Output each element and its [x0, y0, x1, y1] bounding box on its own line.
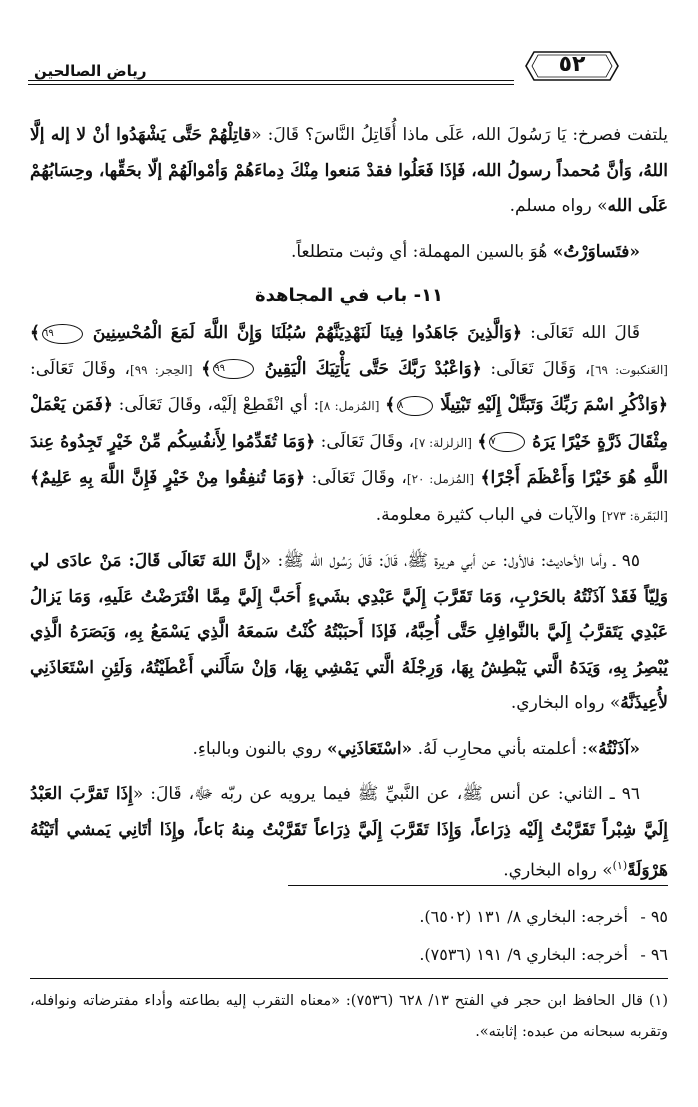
text: ، وَقَالَ تَعَالَى: — [481, 358, 591, 379]
paragraph-verses — [30, 316, 668, 534]
section-title: ١١- باب في المجاهدة — [254, 285, 444, 306]
quran-verse: ﴿وَمَا تُقَدِّمُوا لِأَنفُسِكُم مِّنْ خَيْرٍ تَجِدُوهُ عِندَ اللَّهِ هُوَ خَيْرًا وَأَعْظَمَ أَجْرًا﴾ — [30, 431, 668, 488]
book-title: رياض الصالحين — [34, 62, 147, 80]
footnote-item — [30, 936, 668, 974]
footnote-text: أخرجه: البخاري ٩/ ١٩١ (٧٥٣٦). — [419, 945, 628, 964]
hadith-text: إنَّ اللهَ تَعَالَى قَالَ: مَنْ عادَى لي وَلِيّاً فَقَدْ آذَنْتُهُ بالحَرْبِ، وَمَا تَقَرَّبَ إِلَيَّ عَبْدِي بشَيءٍ أَحَبَّ إِلَيَّ مِمَّا افْتَرَضْتُ عَلَيهِ، وَمَا يَزالُ عَبْدِي يَتَقرَّبُ إِلَيَّ بالنَّوافِلِ حَتَّى أُحِبَّهُ، فَإذَا أَحبَبْتُهُ كُنْتُ سَمعَهُ الَّذِي يَسْمَعُ بِهِ، وَبَصَرَهُ الَّذِي يُبْصِرُ بِهِ، وَيَدَهُ الَّتي يَبْطِشُ بِهَا، وَرِجْلَهُ الَّتي يَمْشِي بِهَا، وَإنْ سَأَلَني أَعْطَيْتُهُ، وَلَئِنِ اسْتَعَاذَنِي لأُعِيذَنَّهُ — [30, 551, 668, 713]
text: قَالَ الله تَعَالَى: — [521, 323, 641, 343]
text: » رواه البخاري. — [503, 860, 613, 881]
page-number: ٥٢ — [558, 52, 586, 77]
text: روي بالنون وبالباءِ. — [192, 738, 327, 759]
glossed-word: «آذَنْتُهُ» — [587, 738, 640, 759]
quran-verse: ﴿وَالَّذِينَ جَاهَدُوا فِينَا لَنَهْدِيَنَّهُمْ سُبُلَنَا وَإِنَّ اللَّهَ لَمَعَ الْمُحْسِنِينَ — [92, 323, 522, 343]
text: » رواه مسلم. — [509, 196, 608, 216]
ayah-number: ٩٩ — [213, 359, 254, 379]
text: » رواه البخاري. — [510, 693, 621, 713]
quran-verse: ﴿وَمَا تُنفِقُوا مِنْ خَيْرٍ فَإِنَّ اللَّهَ بِهِ عَلِيمٌ﴾ — [30, 468, 306, 488]
quran-verse: ﴿فَمَن يَعْمَلْ مِثْقَالَ ذَرَّةٍ خَيْرًا يَرَهُ — [30, 395, 668, 452]
glossed-word: «اسْتَعَاذَنِي» — [326, 738, 413, 759]
page-number-frame — [524, 50, 620, 82]
text: : أي انْقَطِعْ إلَيْه، وقَالَ تَعَالَى: — [112, 395, 320, 415]
ayah-number: ٦٩ — [42, 324, 83, 344]
verse-bracket: ﴾ — [385, 395, 396, 415]
verse-reference: [المُزمل: ٨] — [319, 399, 380, 413]
text: يلتفت فصرخ: يَا رَسُولَ الله، عَلَى ماذا أُقَاتِلُ النَّاسَ؟ قَالَ: « — [251, 125, 668, 145]
header-rule — [28, 80, 514, 81]
text: ، وقَالَ تَعَالَى: — [305, 468, 407, 488]
verse-bracket: ﴾ — [201, 358, 212, 379]
text: والآيات في الباب كثيرة معلومة. — [375, 504, 602, 525]
text: هُوَ بالسين المهملة: أي وثبت متطلعاً. — [290, 241, 553, 262]
text: ، وقَالَ تَعَالَى: — [315, 431, 415, 452]
paragraph-word-note — [30, 235, 668, 271]
text: : أعلمته بأني محارِب لَهُ. — [412, 738, 588, 759]
ayah-number: ٧ — [489, 432, 524, 452]
footnote-item — [30, 898, 668, 936]
hadith-text: قاتِلْهُمْ حَتَّى يَشْهَدُوا أنْ لا إله إلَّا اللهُ، وَأنَّ مُحمداً رسولُ الله، فَإذَا فَعَلُوا فقدْ مَنعوا مِنْكَ دِماءَهُمْ وَأمْوالَهُمْ إلّا بحَقِّها، وحِسَابُهُمْ عَلَى الله — [30, 125, 668, 216]
quran-verse: ﴿وَاعْبُدْ رَبَّكَ حَتَّى يَأْتِيَكَ الْيَقِينُ — [264, 358, 482, 379]
text: ٩٥ ـ وأما الأحاديث: فالأول: عن أبي هريرة ﷺ، قَالَ: قَالَ رَسُول الله ﷺ: « — [260, 551, 640, 571]
quran-verse: ﴿وَاذْكُرِ اسْمَ رَبِّكَ وَتَبَتَّلْ إِلَيْهِ تَبْتِيلًا — [440, 395, 668, 415]
footnote-separator-full — [30, 978, 668, 979]
main-text — [30, 118, 668, 899]
paragraph-hadith-96 — [30, 777, 668, 889]
text: ٩٦ ـ الثاني: عن أنس ﷺ، عن النَّبيِّ ﷺ فيما يرويه عن ربّه ﷻ، قَالَ: « — [132, 784, 640, 804]
paragraph-hadith-95 — [30, 544, 668, 722]
ayah-number: ٨ — [397, 396, 432, 416]
footnote-marker: (١) — [612, 859, 628, 872]
glossed-word: «فتَساوَرْتُ» — [552, 241, 640, 262]
verse-reference: [العَنكبوت: ٦٩] — [590, 362, 668, 377]
verse-bracket: ﴾ — [477, 431, 488, 452]
verse-reference: [الزلزلة: ٧] — [414, 435, 472, 450]
footnote-commentary: (١) قال الحافظ ابن حجر في الفتح ١٣/ ٦٢٨ (٧٥٣٦): «معناه التقرب إليه بطاعته وأداء مفترضاته ونوافله، وتقربه سبحانه من عبده: إثابته». — [30, 993, 668, 1040]
paragraph-word-notes — [30, 732, 668, 768]
verse-reference: [الحِجر: ٩٩] — [130, 362, 193, 377]
header-rule-thin — [28, 84, 514, 85]
footnote-text: أخرجه: البخاري ٨/ ١٣١ (٦٥٠٢). — [419, 907, 628, 926]
paragraph-hadith-continuation — [30, 118, 668, 225]
footnote-number: ٩٥ - — [640, 907, 668, 926]
verse-reference: [البَقَرة: ٢٧٣] — [601, 508, 668, 523]
verse-bracket: ﴾ — [30, 323, 40, 343]
footnotes-references — [30, 898, 668, 974]
verse-reference: [المُزمل: ٢٠] — [406, 472, 475, 486]
text: ، وقَالَ تَعَالَى: — [30, 358, 130, 379]
page-header — [28, 50, 670, 86]
hadith-text: إِذَا تَقرَّبَ العَبْدُ إِلَيَّ شِبْراً تَقَرَّبْتُ إِلَيْه ذِرَاعاً، وَإِذَا تَقَرَّبَ إِلَيَّ ذِرَاعاً تَقَرَّبْتُ مِنهُ بَاعاً، وإِذَا أتَانِي يَمشي أتَيْتُهُ هَرْوَلَةً — [30, 784, 668, 881]
footnote-number: ٩٦ - — [640, 945, 668, 964]
footnote-separator — [288, 885, 668, 886]
